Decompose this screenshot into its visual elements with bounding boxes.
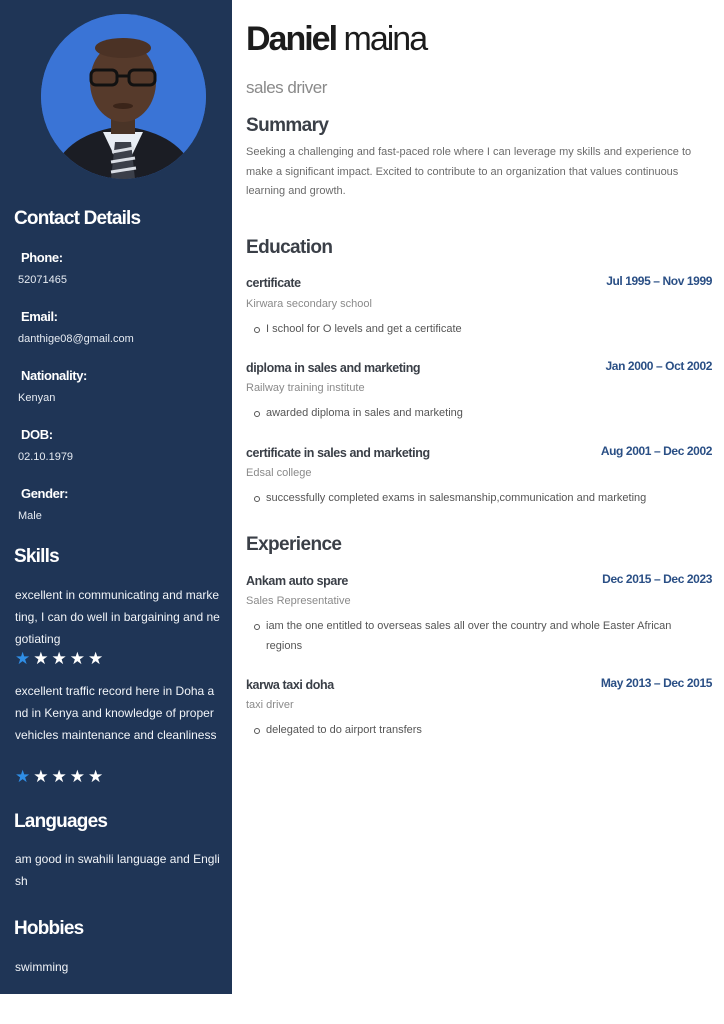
nationality-label: Nationality:	[21, 368, 87, 383]
education-date-3: Aug 2001 – Dec 2002	[600, 444, 712, 458]
star-icon: ★	[33, 649, 52, 668]
dob-value: 02.10.1979	[18, 451, 74, 463]
experience-title-1: Ankam auto spare	[246, 574, 348, 588]
dob-label: DOB:	[21, 427, 53, 442]
phone-label: Phone:	[21, 250, 63, 265]
experience-role-1: Sales Representative	[246, 595, 351, 607]
education-date-1: Jul 1995 – Nov 1999	[606, 274, 712, 288]
star-icon: ★	[69, 767, 88, 786]
email-label: Email:	[21, 309, 58, 324]
star-icon: ★	[33, 767, 52, 786]
experience-bullet-2: delegated to do airport transfers	[266, 721, 706, 741]
skills-heading: Skills	[14, 546, 59, 567]
experience-date-1: Dec 2015 – Dec 2023	[602, 572, 712, 586]
languages-text: am good in swahili language and English	[15, 852, 220, 888]
first-name: Daniel	[246, 20, 337, 58]
education-title-2: diploma in sales and marketing	[246, 361, 421, 375]
nationality-value: Kenyan	[18, 392, 56, 404]
education-heading: Education	[246, 237, 333, 258]
email-value: danthige08@gmail.com	[18, 333, 134, 345]
star-icon: ★	[69, 649, 88, 668]
experience-title-2: karwa taxi doha	[246, 678, 334, 692]
education-institution-3: Edsal college	[246, 467, 312, 479]
skill-rating-2	[15, 768, 106, 786]
star-icon: ★	[88, 767, 107, 786]
experience-bullet-1: iam the one entitled to overseas sales all over the country and whole Easter African regions	[266, 617, 706, 656]
gender-label: Gender:	[21, 486, 69, 501]
summary-text: Seeking a challenging and fast-paced role where I can leverage my skills and experience to make a significant impact. Excited to contribute to an organization that values continuous learning and growth.	[246, 146, 692, 197]
skill-rating-1	[15, 650, 106, 668]
languages-heading: Languages	[14, 811, 108, 832]
education-bullet-2: awarded diploma in sales and marketing	[266, 404, 706, 424]
education-institution-2: Railway training institute	[246, 382, 365, 394]
star-icon: ★	[51, 649, 70, 668]
sidebar	[0, 0, 232, 994]
education-title-3: certificate in sales and marketing	[246, 446, 430, 460]
experience-date-2: May 2013 – Dec 2015	[600, 676, 712, 690]
education-bullet-3: successfully completed exams in salesmanship,communication and marketing	[266, 489, 706, 509]
contact-heading: Contact Details	[14, 208, 141, 229]
summary-heading: Summary	[246, 115, 329, 136]
star-filled-icon: ★	[15, 649, 34, 668]
star-filled-icon: ★	[15, 767, 34, 786]
gender-value: Male	[18, 510, 42, 522]
star-icon: ★	[88, 649, 107, 668]
education-institution-1: Kirwara secondary school	[246, 298, 372, 310]
hobbies-text: swimming	[15, 960, 69, 974]
education-title-1: certificate	[246, 276, 301, 290]
star-icon: ★	[51, 767, 70, 786]
skill-item-2: excellent traffic record here in Doha and in Kenya and knowledge of proper vehicles maintenance and cleanliness	[15, 684, 217, 742]
experience-heading: Experience	[246, 534, 342, 555]
full-name	[246, 20, 426, 59]
education-date-2: Jan 2000 – Oct 2002	[605, 359, 712, 373]
education-bullet-1: I school for O levels and get a certificate	[266, 320, 706, 340]
profile-photo	[41, 14, 206, 179]
skill-item-1: excellent in communicating and marketing, I can do well in bargaining and negotiating	[15, 588, 220, 646]
job-title: sales driver	[246, 78, 327, 97]
experience-role-2: taxi driver	[246, 699, 294, 711]
hobbies-heading: Hobbies	[14, 918, 84, 939]
last-name: maina	[343, 20, 427, 58]
phone-value: 52071465	[18, 274, 67, 286]
